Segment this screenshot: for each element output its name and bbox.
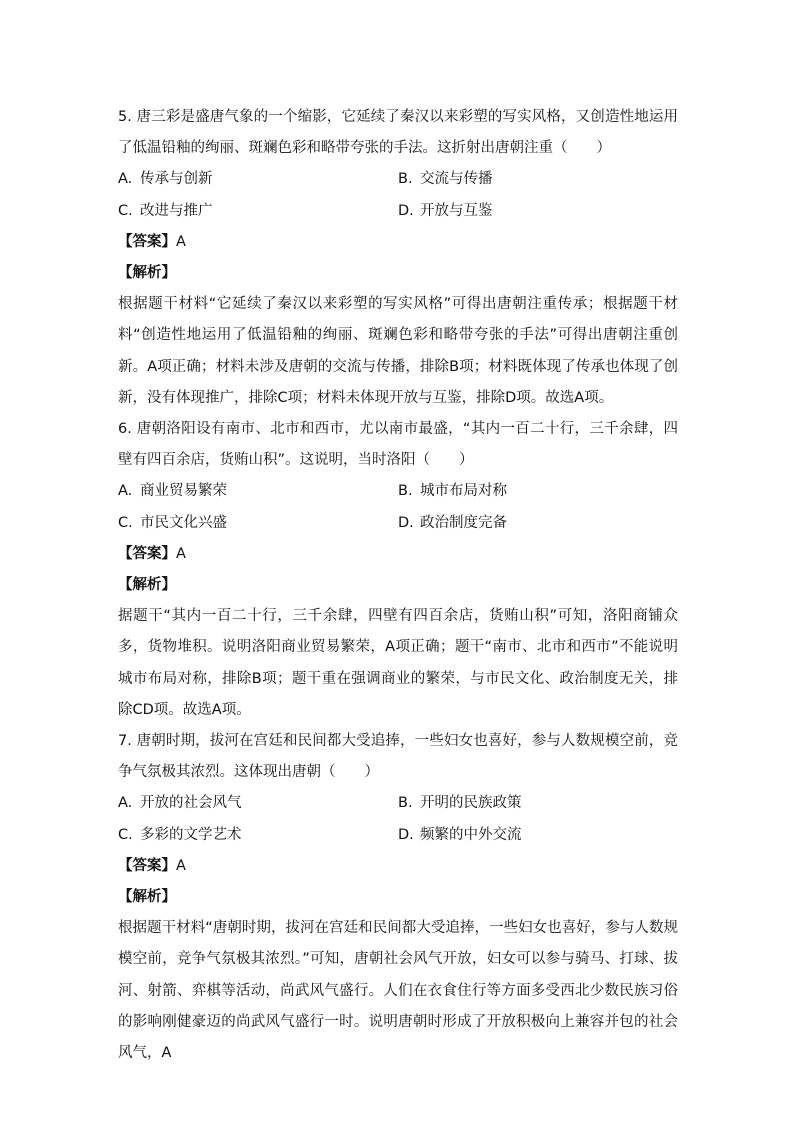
option-text: 开明的民族政策	[420, 795, 522, 812]
option-d	[398, 196, 678, 227]
option-text: 交流与传播	[420, 171, 493, 188]
option-letter: D.	[398, 514, 414, 531]
option-letter: C.	[118, 826, 133, 843]
analysis-label: 【解析】	[118, 889, 176, 906]
option-c	[118, 820, 398, 851]
option-d	[398, 820, 678, 851]
option-letter: D.	[398, 826, 414, 843]
answer-label: 【答案】	[118, 857, 176, 874]
options-list	[118, 476, 678, 538]
option-letter: B.	[398, 483, 413, 500]
option-letter: C.	[118, 514, 133, 531]
answer-line	[118, 227, 678, 258]
analysis-heading	[118, 258, 678, 289]
analysis-heading	[118, 882, 678, 913]
option-a	[118, 164, 398, 195]
answer-line	[118, 851, 678, 882]
option-letter: D.	[398, 202, 414, 219]
answer-line	[118, 539, 678, 570]
options-list	[118, 788, 678, 850]
question-stem: 7. 唐朝时期，拔河在宫廷和民间都大受追捧，一些妇女也喜好，参与人数规模空前，竞争气氛极其浓烈。这体现出唐朝（ ）	[118, 733, 678, 781]
option-b	[398, 164, 678, 195]
option-a	[118, 476, 398, 507]
option-text: 城市布局对称	[420, 483, 507, 500]
option-text: 开放与互鉴	[420, 202, 493, 219]
option-letter: B.	[398, 795, 413, 812]
answer-value: A	[176, 857, 186, 874]
option-text: 商业贸易繁荣	[140, 483, 227, 500]
option-c	[118, 196, 398, 227]
option-text: 传承与创新	[140, 171, 213, 188]
option-text: 政治制度完备	[420, 514, 507, 531]
option-text: 市民文化兴盛	[140, 514, 227, 531]
option-letter: C.	[118, 202, 133, 219]
option-a	[118, 788, 398, 819]
option-b	[398, 476, 678, 507]
option-text: 改进与推广	[140, 202, 213, 219]
analysis-text: 据题干“其内一百二十行，三千余肆，四壁有四百余店，货贿山积”可知，洛阳商铺众多，货物堆积。说明洛阳商业贸易繁荣，A项正确；题干“南市、北市和西市”不能说明城市布局对称，排除B项；题干重在强调商业的繁荣，与市民文化、政治制度无关，排除CD项。故选A项。	[118, 608, 678, 718]
question-7	[118, 726, 678, 1069]
option-text: 频繁的中外交流	[420, 826, 522, 843]
answer-label: 【答案】	[118, 233, 176, 250]
question-6	[118, 414, 678, 726]
option-d	[398, 508, 678, 539]
option-text: 多彩的文学艺术	[140, 826, 242, 843]
analysis-heading	[118, 570, 678, 601]
analysis-text: 根据题干材料“唐朝时期，拔河在宫廷和民间都大受追捧，一些妇女也喜好，参与人数规模空前，竞争气氛极其浓烈。”可知，唐朝社会风气开放，妇女可以参与骑马、打球、拔河、射箭、弈棋等活动，尚武风气盛行。人们在衣食住行等方面多受西北少数民族习俗的影响刚健豪迈的尚武风气盛行一时。说明唐朝时形成了开放积极向上兼容并包的社会风气，A	[118, 920, 678, 1062]
analysis-label: 【解析】	[118, 577, 176, 594]
option-letter: A.	[118, 171, 133, 188]
answer-value: A	[176, 233, 186, 250]
option-c	[118, 508, 398, 539]
option-b	[398, 788, 678, 819]
analysis-text: 根据题干材料“它延续了秦汉以来彩塑的写实风格”可得出唐朝注重传承；根据题干材料“创造性地运用了低温铅釉的绚丽、斑斓色彩和略带夸张的手法”可得出唐朝注重创新。A项正确；材料未涉及唐朝的交流与传播，排除B项；材料既体现了传承也体现了创新，没有体现推广，排除C项；材料未体现开放与互鉴，排除D项。故选A项。	[118, 296, 678, 406]
answer-label: 【答案】	[118, 545, 176, 562]
answer-value: A	[176, 545, 186, 562]
question-5	[118, 102, 678, 414]
question-stem: 5. 唐三彩是盛唐气象的一个缩影，它延续了秦汉以来彩塑的写实风格，又创造性地运用了低温铅釉的绚丽、斑斓色彩和略带夸张的手法。这折射出唐朝注重（ ）	[118, 109, 678, 157]
analysis-label: 【解析】	[118, 265, 176, 282]
question-stem: 6. 唐朝洛阳设有南市、北市和西市，尤以南市最盛，“其内一百二十行，三千余肆，四壁有四百余店，货贿山积”。这说明，当时洛阳（ ）	[118, 421, 678, 469]
document-content	[118, 102, 678, 1069]
option-letter: A.	[118, 795, 133, 812]
options-list	[118, 164, 678, 226]
option-letter: A.	[118, 483, 133, 500]
option-letter: B.	[398, 171, 413, 188]
option-text: 开放的社会风气	[140, 795, 242, 812]
